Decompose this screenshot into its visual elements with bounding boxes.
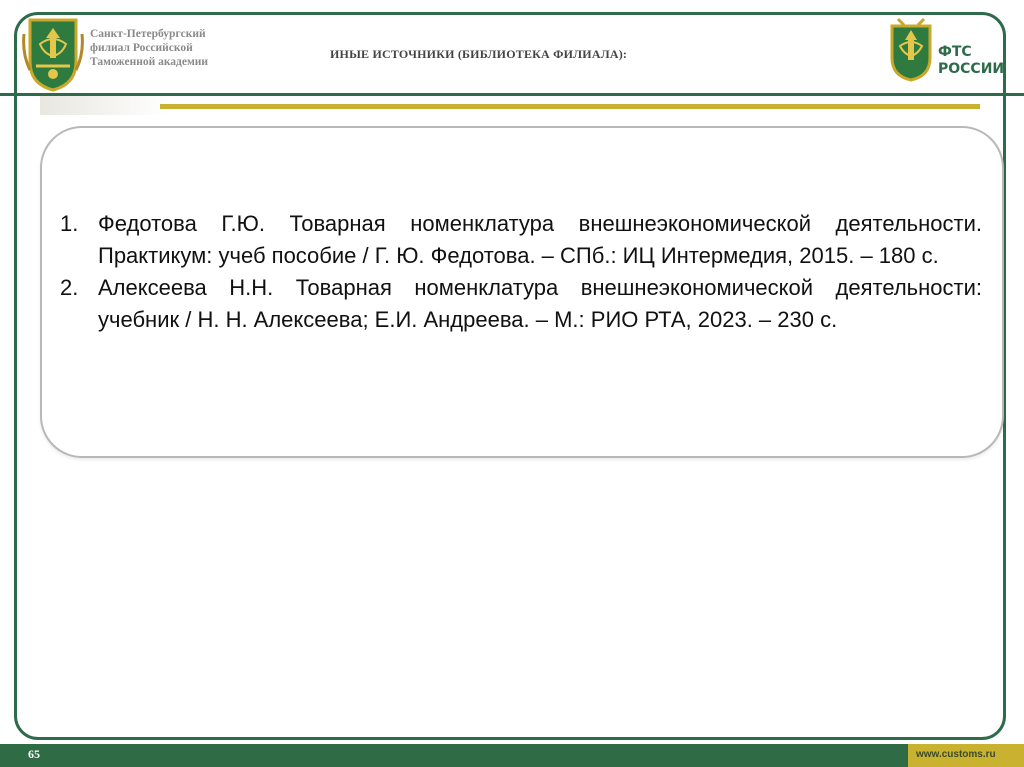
page-title: ИНЫЕ ИСТОЧНИКИ (БИБЛИОТЕКА ФИЛИАЛА):: [330, 47, 628, 61]
header-gold-stripe: [160, 104, 980, 109]
header-divider: [0, 93, 1024, 96]
fts-logo-text: ФТС РОССИИ: [938, 44, 1005, 77]
fts-emblem-icon: [888, 16, 934, 82]
organization-name: Санкт-Петербургский филиал Российской Таможенной академии: [90, 28, 209, 68]
page-number: 65: [28, 747, 40, 761]
list-item-text: Алексеева Н.Н. Товарная номенклатура внешнеэкономической деятельности: учебник / Н. Н. Алексеева; Е.И. Андреева. – М.: РИО РТА, 2023. – 230 с.: [98, 275, 982, 332]
list-item-text: Федотова Г.Ю. Товарная номенклатура внешнеэкономической деятельности. Практикум: учеб пособие / Г. Ю. Федотова. – СПб.: ИЦ Интермедия, 2015. – 180 с.: [98, 211, 982, 268]
footer-bar: [0, 744, 1024, 767]
academy-emblem-icon: [22, 14, 84, 92]
list-item-number: 2.: [60, 275, 79, 300]
bibliography-list: [60, 208, 982, 336]
footer-url: www.customs.ru: [916, 749, 996, 760]
list-item-number: 1.: [60, 211, 79, 236]
list-item: [60, 272, 982, 336]
list-item: [60, 208, 982, 272]
header-shadow: [40, 95, 170, 115]
